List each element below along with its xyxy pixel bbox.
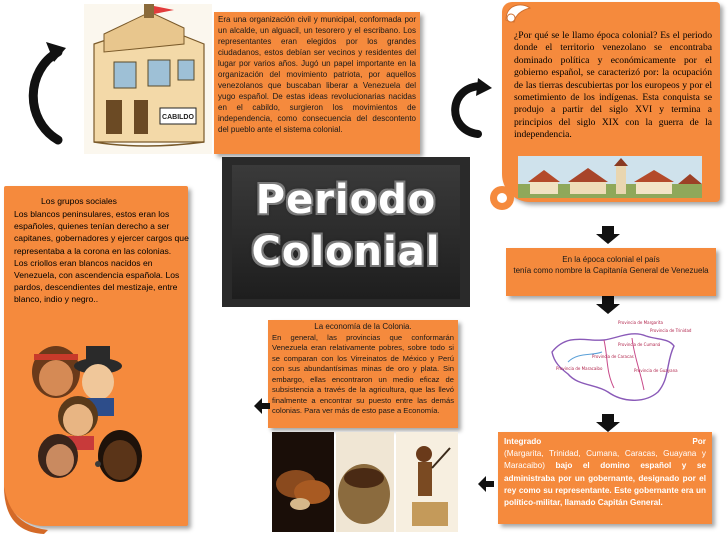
social-groups-text: Los blancos peninsulares, estos eran los españoles, quienes tenían derecho a ser capitanes, gobernadores y ejercer cargos que representaba a la corona en las colonias. Los criollos eran blancos nacidos en Venezuela, con ascendencia española. Los pardos, descendientes del mestizaje, entre blanco, indio y negro.. xyxy=(14,209,189,305)
title-line-1: Periodo xyxy=(255,177,437,223)
cabildo-description-text: Era una organización civil y municipal, conformada por un alcalde, un alguacil, un tesorero y el escribano. Los representantes eran elegidos por los grandes ciudadanos, estos debían ser vecinos y residentes del lugar por varios años. Jugó un papel importante en la organización del movimiento patriota, por aquellos venezolanos que buscaban liberar a Venezuela del yugo español. De estas ideas revolucionarias nacidas en el cabildo, surgieron los movimientos de independencia, como consecuencia del descontento del pueblo ante el sistema colonial. xyxy=(218,15,416,134)
map-label-guayana: Provincia de Guayana xyxy=(634,368,678,373)
map-label-cumana: Provincia de Cumaná xyxy=(618,342,661,347)
captaincy-line-2: tenía como nombre la Capitanía General de Venezuela xyxy=(513,266,709,275)
note-curl-bottom-icon xyxy=(488,180,522,214)
map-label-maracaibo: Provincia de Maracaibo xyxy=(556,366,603,371)
note-fold-corner-icon xyxy=(4,486,48,534)
governance-provinces: (Margarita, Trinidad, Cumana, Caracas, Guayana y Maracaibo) xyxy=(504,449,706,471)
arrow-down-icon xyxy=(596,226,620,244)
captaincy-box xyxy=(506,248,716,296)
social-groups-note xyxy=(4,186,196,534)
social-groups-faces-image xyxy=(24,336,154,496)
map-label-caracas: Provincia de Caracas xyxy=(592,354,634,359)
captaincy-line-1: En la época colonial el país xyxy=(562,255,660,264)
arrow-down-icon xyxy=(596,414,620,432)
economy-box xyxy=(268,320,458,428)
captaincy-map xyxy=(548,312,692,412)
map-label-margarita: Provincia de Margarita xyxy=(618,320,663,325)
title-panel xyxy=(232,165,460,299)
governance-por: Por xyxy=(692,437,706,446)
economy-title: La economía de la Colonia. xyxy=(314,322,412,331)
definition-text: ¿Por qué se le llamo época colonial? Es el periodo donde el territorio venezolano se encontraba dominado política y económicamente por el gobierno español, se caracterizó por: la ocupación de las tierras descubiertas por los europeos y por el sometimiento de los indígenas. Esta conquista se produjo a partir del siglo XVI y termina a principios del siglo XIX con la guerra de la independencia. xyxy=(514,30,712,141)
governance-text: bajo el domino español y se administraba por un gobernante, designado por el rey como su representante. Este gobernante era un político-militar, llamado Capitán General. xyxy=(504,461,706,508)
economy-text: En general, las provincias que conformarán Venezuela eran relativamente pobres, sobre todo si se comparan con los Virreinatos de México y Perú con sus abundantísimas minas de oro y plata. Sin embargo, ellas encontraron un medio eficaz de subsistencia a través de la agricultura, que las llevó finalmente a encontrar su puesto entre las demás colonias. Para ver más de esto pase a Economía. xyxy=(272,332,454,415)
cabildo-building-image xyxy=(84,4,212,154)
colonial-village-image xyxy=(518,156,702,198)
colonial-period-definition-note xyxy=(488,0,724,214)
note-curl-top-icon xyxy=(502,0,542,24)
arrow-left-icon xyxy=(254,396,270,416)
curved-arrow-left-icon xyxy=(18,40,68,150)
map-label-trinidad: Provincia de Trinidad xyxy=(650,328,692,333)
curved-arrow-right-icon xyxy=(438,78,492,144)
cabildo-description-box xyxy=(214,12,420,154)
governance-box xyxy=(498,432,712,524)
arrow-left-icon xyxy=(478,474,494,494)
title-line-2: Colonial xyxy=(251,229,441,275)
social-groups-title: Los grupos sociales xyxy=(41,196,117,206)
governance-lead: Integrado xyxy=(504,437,542,446)
cabildo-sign-text: CABILDO xyxy=(162,114,194,121)
economy-images xyxy=(272,432,458,532)
